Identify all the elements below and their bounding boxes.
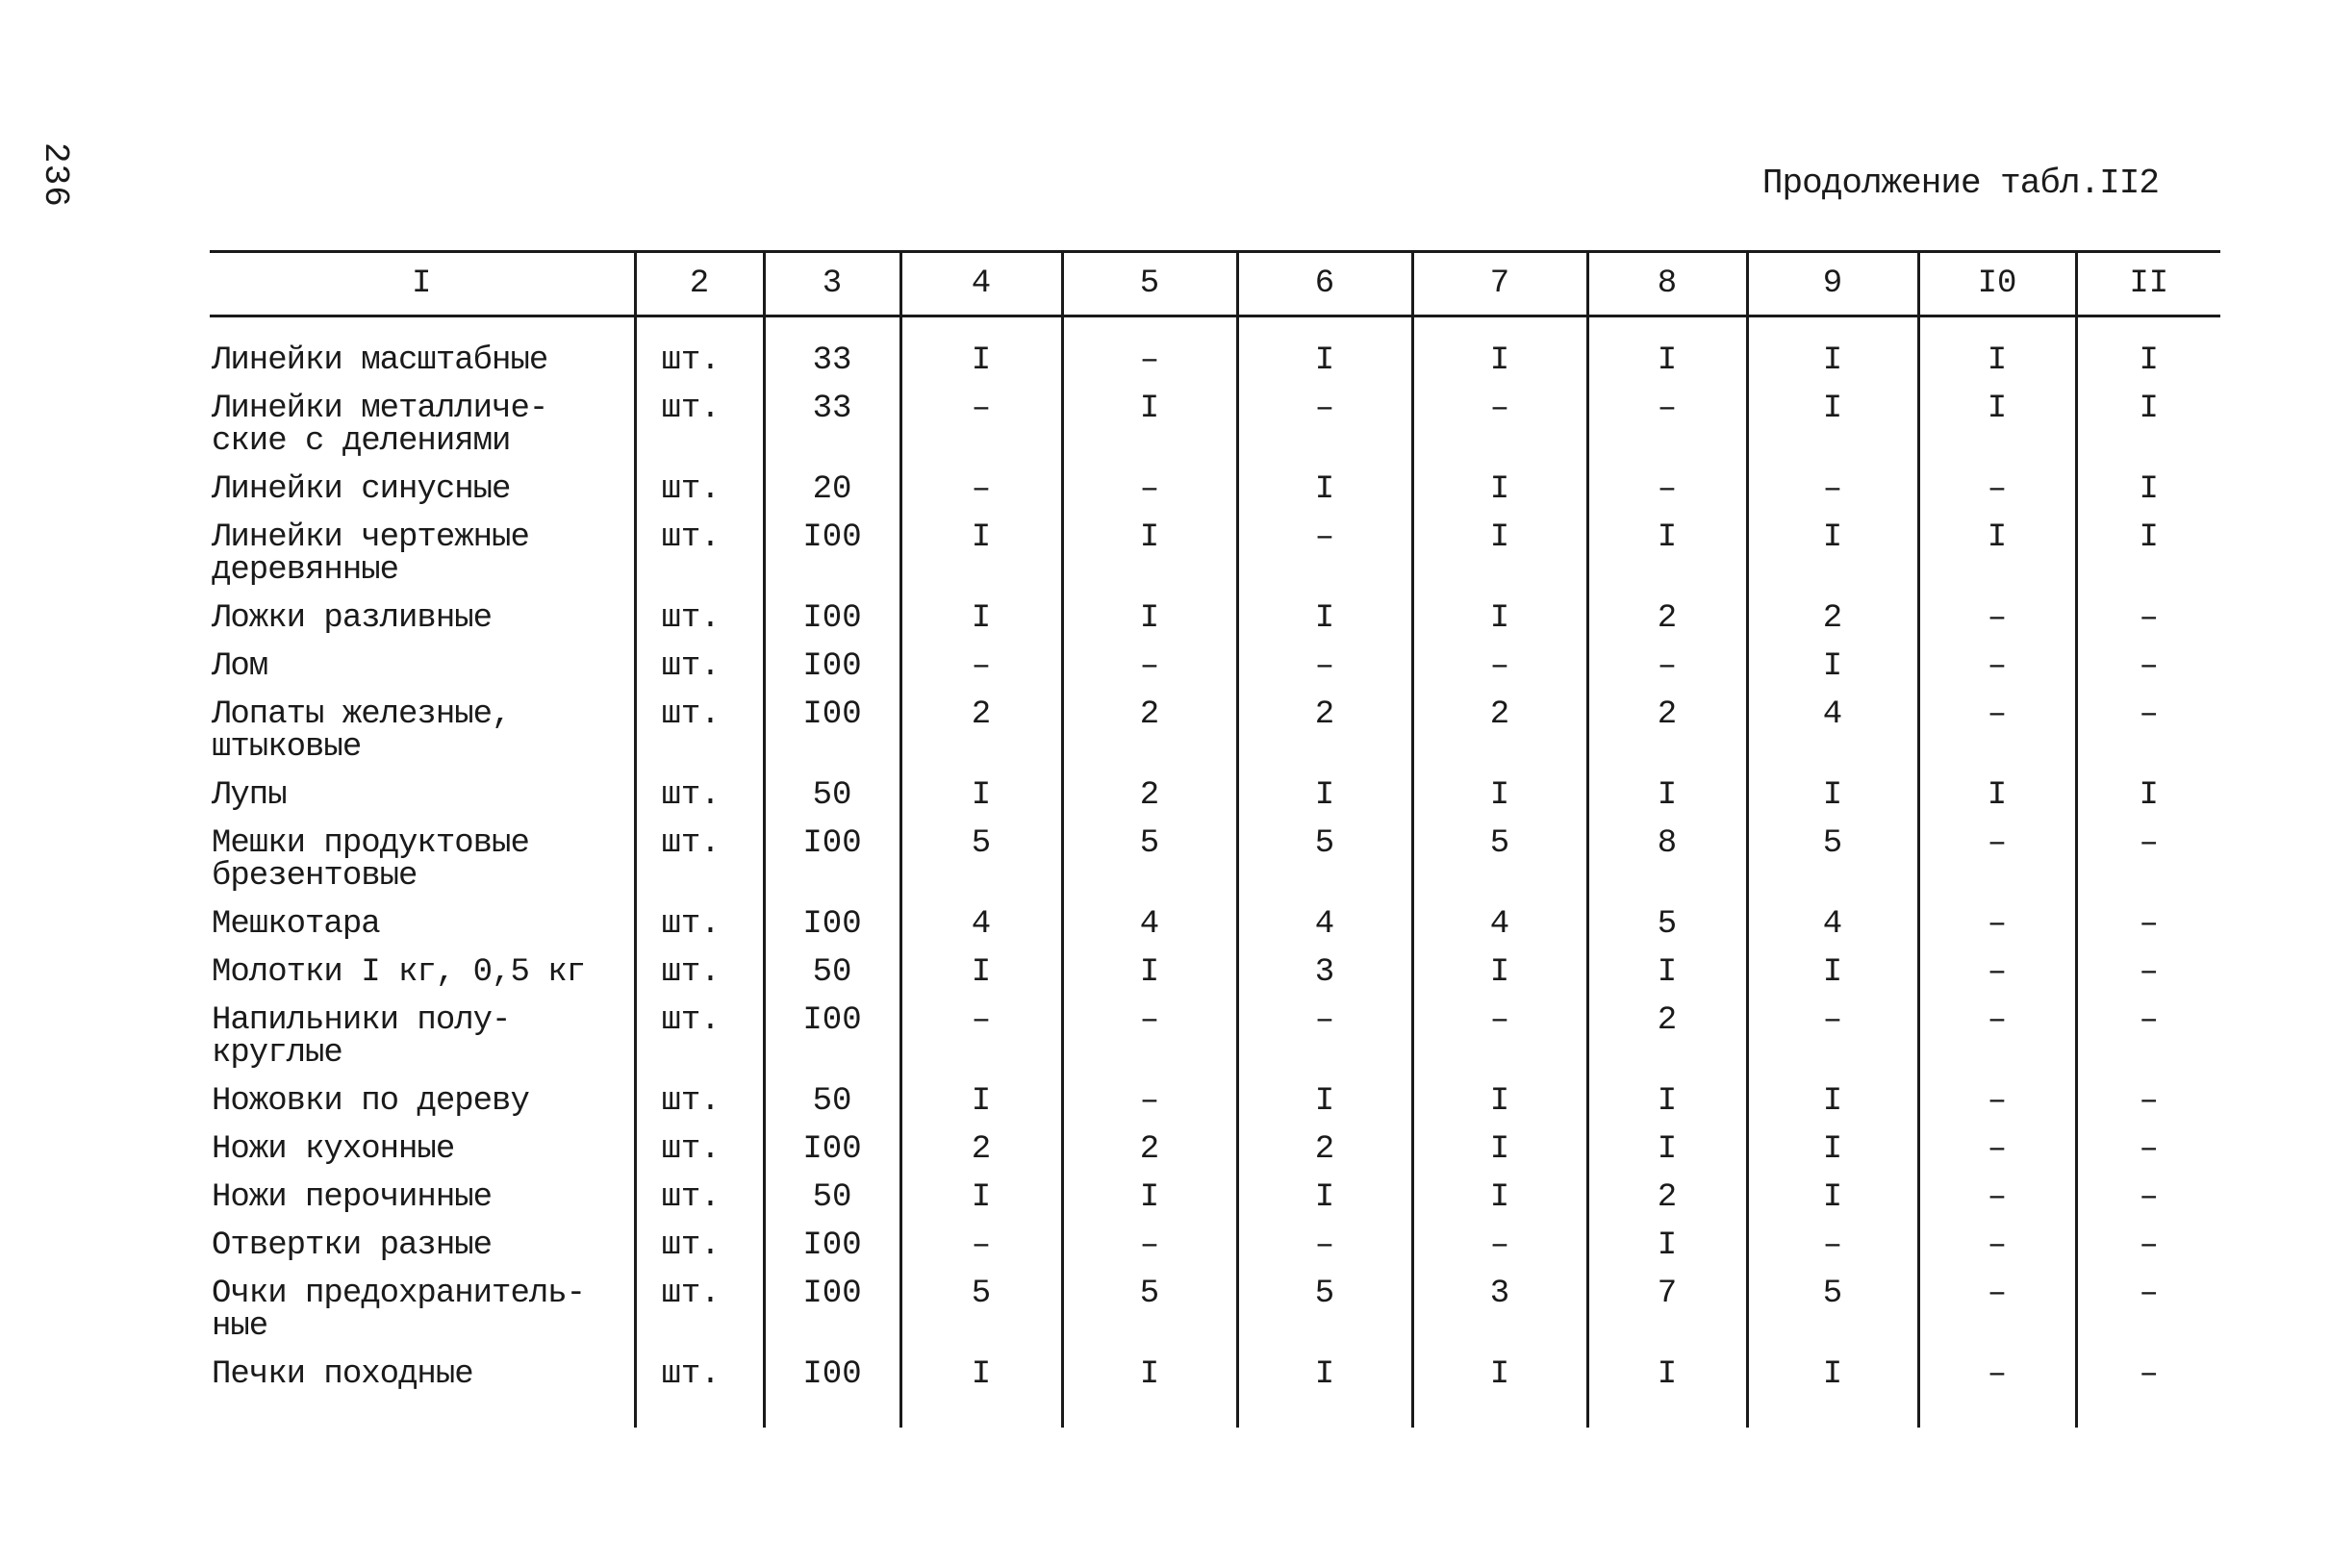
item-name-cell: Очки предохранитель- ные	[212, 1276, 586, 1345]
value-cell: –	[1587, 642, 1747, 690]
value-cell: I	[1747, 316, 1918, 385]
value-cell: 2	[1062, 1125, 1237, 1173]
value-cell: –	[1918, 996, 2076, 1076]
value-cell: I	[900, 594, 1062, 642]
value-cell: –	[2076, 1076, 2220, 1125]
value-cell: –	[1918, 1173, 2076, 1221]
value-cell: –	[900, 465, 1062, 513]
page-number: 236	[36, 142, 75, 208]
value-cell: –	[2076, 642, 2220, 690]
unit-cell: шт.	[635, 1125, 764, 1173]
value-cell: I	[1747, 513, 1918, 594]
value-cell: –	[1062, 1076, 1237, 1125]
table-header-row	[210, 252, 2220, 316]
value-cell: –	[1918, 1350, 2076, 1428]
value-cell: 5	[1747, 819, 1918, 899]
value-cell: I	[1747, 642, 1918, 690]
table-row	[210, 771, 2220, 819]
value-cell: –	[1237, 513, 1412, 594]
value-cell: I	[1747, 1173, 1918, 1221]
item-name-cell: Ножи перочинные	[212, 1179, 493, 1216]
value-cell: –	[1747, 1221, 1918, 1269]
value-cell: 50	[764, 1173, 900, 1221]
value-cell: –	[1918, 465, 2076, 513]
item-name-cell: Ножи кухонные	[212, 1131, 455, 1168]
value-cell: –	[1062, 316, 1237, 385]
value-cell: –	[1918, 690, 2076, 771]
value-cell: –	[1918, 899, 2076, 948]
value-cell: –	[1918, 1269, 2076, 1350]
column-header: 9	[1747, 252, 1918, 316]
value-cell: I	[1747, 1350, 1918, 1428]
value-cell: 5	[1747, 1269, 1918, 1350]
value-cell: –	[1918, 1076, 2076, 1125]
value-cell: I	[2076, 384, 2220, 465]
value-cell: –	[900, 642, 1062, 690]
value-cell: I00	[764, 899, 900, 948]
value-cell: I	[1237, 465, 1412, 513]
value-cell: I	[2076, 316, 2220, 385]
value-cell: I	[1062, 513, 1237, 594]
value-cell: I	[1918, 316, 2076, 385]
table-row	[210, 642, 2220, 690]
value-cell: 2	[900, 1125, 1062, 1173]
value-cell: –	[2076, 1173, 2220, 1221]
value-cell: –	[1412, 384, 1587, 465]
value-cell: –	[900, 384, 1062, 465]
value-cell: I	[1747, 771, 1918, 819]
table-caption: Продолжение табл.II2	[1761, 164, 2159, 203]
value-cell: –	[1237, 642, 1412, 690]
value-cell: I	[1587, 316, 1747, 385]
unit-cell: шт.	[635, 316, 764, 385]
value-cell: I00	[764, 819, 900, 899]
value-cell: 2	[1587, 1173, 1747, 1221]
value-cell: I	[900, 316, 1062, 385]
value-cell: 5	[1237, 1269, 1412, 1350]
value-cell: 8	[1587, 819, 1747, 899]
value-cell: –	[2076, 594, 2220, 642]
unit-cell: шт.	[635, 771, 764, 819]
value-cell: I	[1587, 771, 1747, 819]
value-cell: I	[1412, 771, 1587, 819]
unit-cell: шт.	[635, 465, 764, 513]
unit-cell: шт.	[635, 1269, 764, 1350]
value-cell: I	[1237, 316, 1412, 385]
value-cell: I	[1062, 384, 1237, 465]
value-cell: –	[2076, 1350, 2220, 1428]
value-cell: I00	[764, 1269, 900, 1350]
value-cell: 33	[764, 316, 900, 385]
item-name-cell: Линейки чертежные деревянные	[212, 519, 529, 589]
value-cell: I	[1412, 594, 1587, 642]
table-row	[210, 1125, 2220, 1173]
unit-cell: шт.	[635, 594, 764, 642]
unit-cell: шт.	[635, 1076, 764, 1125]
value-cell: 5	[1412, 819, 1587, 899]
value-cell: 20	[764, 465, 900, 513]
item-name-cell: Молотки I кг, 0,5 кг	[212, 954, 586, 991]
value-cell: –	[1237, 384, 1412, 465]
value-cell: I	[1747, 1076, 1918, 1125]
value-cell: 2	[1237, 1125, 1412, 1173]
item-name-cell: Отвертки разные	[212, 1227, 493, 1264]
value-cell: I	[1918, 513, 2076, 594]
value-cell: 4	[1237, 899, 1412, 948]
item-name-cell: Лом	[212, 648, 268, 685]
value-cell: –	[1412, 996, 1587, 1076]
item-name-cell: Печки походные	[212, 1356, 473, 1393]
unit-cell: шт.	[635, 690, 764, 771]
unit-cell: шт.	[635, 899, 764, 948]
value-cell: –	[1918, 1221, 2076, 1269]
table-row	[210, 819, 2220, 899]
value-cell: I	[1587, 1350, 1747, 1428]
value-cell: –	[1062, 1221, 1237, 1269]
table-row	[210, 465, 2220, 513]
value-cell: –	[1237, 1221, 1412, 1269]
value-cell: I	[1412, 316, 1587, 385]
value-cell: 50	[764, 948, 900, 996]
unit-cell: шт.	[635, 1221, 764, 1269]
value-cell: 33	[764, 384, 900, 465]
value-cell: 5	[900, 1269, 1062, 1350]
value-cell: I	[2076, 465, 2220, 513]
unit-cell: шт.	[635, 996, 764, 1076]
item-name-cell: Мешки продуктовые брезентовые	[212, 825, 529, 895]
value-cell: I	[1237, 1350, 1412, 1428]
column-header: 2	[635, 252, 764, 316]
value-cell: –	[1747, 465, 1918, 513]
value-cell: I	[1412, 513, 1587, 594]
item-name-cell: Ножовки по дереву	[212, 1083, 529, 1120]
value-cell: –	[2076, 819, 2220, 899]
column-header: II	[2076, 252, 2220, 316]
value-cell: 4	[1062, 899, 1237, 948]
equipment-table-container	[210, 250, 2220, 1428]
table-row	[210, 1350, 2220, 1428]
value-cell: I	[1747, 948, 1918, 996]
value-cell: 50	[764, 771, 900, 819]
unit-cell: шт.	[635, 1350, 764, 1428]
value-cell: 7	[1587, 1269, 1747, 1350]
value-cell: 5	[1062, 819, 1237, 899]
value-cell: –	[1587, 465, 1747, 513]
item-name-cell: Напильники полу- круглые	[212, 1002, 511, 1072]
value-cell: I	[1587, 1221, 1747, 1269]
value-cell: –	[1918, 594, 2076, 642]
value-cell: –	[1747, 996, 1918, 1076]
table-row	[210, 1173, 2220, 1221]
value-cell: 4	[1747, 690, 1918, 771]
value-cell: 50	[764, 1076, 900, 1125]
value-cell: I	[1237, 1173, 1412, 1221]
table-row	[210, 948, 2220, 996]
value-cell: –	[2076, 1221, 2220, 1269]
value-cell: I00	[764, 1221, 900, 1269]
value-cell: I	[1237, 594, 1412, 642]
value-cell: –	[900, 1221, 1062, 1269]
value-cell: –	[2076, 948, 2220, 996]
value-cell: I00	[764, 690, 900, 771]
column-header: 4	[900, 252, 1062, 316]
value-cell: –	[1062, 996, 1237, 1076]
value-cell: –	[1918, 1125, 2076, 1173]
table-row	[210, 996, 2220, 1076]
value-cell: –	[1412, 642, 1587, 690]
column-header: 3	[764, 252, 900, 316]
column-header: I	[210, 252, 635, 316]
value-cell: 4	[1747, 899, 1918, 948]
value-cell: I	[1747, 384, 1918, 465]
table-row	[210, 384, 2220, 465]
value-cell: 4	[1412, 899, 1587, 948]
value-cell: I	[1412, 465, 1587, 513]
value-cell: I	[1747, 1125, 1918, 1173]
value-cell: 5	[1237, 819, 1412, 899]
value-cell: 2	[1587, 996, 1747, 1076]
value-cell: –	[2076, 899, 2220, 948]
column-header: 7	[1412, 252, 1587, 316]
value-cell: I00	[764, 996, 900, 1076]
value-cell: I	[1918, 771, 2076, 819]
value-cell: 2	[900, 690, 1062, 771]
value-cell: I	[1587, 1125, 1747, 1173]
value-cell: 2	[1587, 690, 1747, 771]
value-cell: 5	[1587, 899, 1747, 948]
column-header: 6	[1237, 252, 1412, 316]
column-header: 8	[1587, 252, 1747, 316]
value-cell: 2	[1747, 594, 1918, 642]
table-row	[210, 513, 2220, 594]
value-cell: I	[1062, 948, 1237, 996]
unit-cell: шт.	[635, 513, 764, 594]
value-cell: I	[1062, 1173, 1237, 1221]
value-cell: –	[1918, 819, 2076, 899]
value-cell: I00	[764, 513, 900, 594]
value-cell: 4	[900, 899, 1062, 948]
value-cell: –	[1587, 384, 1747, 465]
value-cell: –	[2076, 1125, 2220, 1173]
value-cell: I	[1237, 771, 1412, 819]
value-cell: I	[900, 771, 1062, 819]
value-cell: 5	[1062, 1269, 1237, 1350]
unit-cell: шт.	[635, 819, 764, 899]
value-cell: I	[1918, 384, 2076, 465]
table-row	[210, 1269, 2220, 1350]
value-cell: –	[2076, 1269, 2220, 1350]
value-cell: 2	[1587, 594, 1747, 642]
value-cell: I	[1062, 1350, 1237, 1428]
value-cell: I00	[764, 642, 900, 690]
value-cell: I	[1412, 1125, 1587, 1173]
value-cell: I	[900, 513, 1062, 594]
value-cell: –	[1062, 465, 1237, 513]
table-row	[210, 899, 2220, 948]
value-cell: I	[1587, 948, 1747, 996]
value-cell: I	[900, 1076, 1062, 1125]
value-cell: I00	[764, 594, 900, 642]
item-name-cell: Лопаты железные, штыковые	[212, 696, 511, 766]
table-row	[210, 690, 2220, 771]
value-cell: I00	[764, 1125, 900, 1173]
table-row	[210, 594, 2220, 642]
value-cell: I	[1412, 1076, 1587, 1125]
value-cell: I	[900, 948, 1062, 996]
column-header: I0	[1918, 252, 2076, 316]
value-cell: –	[900, 996, 1062, 1076]
value-cell: I	[1412, 1173, 1587, 1221]
value-cell: 3	[1237, 948, 1412, 996]
table-row	[210, 1221, 2220, 1269]
value-cell: 2	[1412, 690, 1587, 771]
item-name-cell: Ложки разливные	[212, 600, 493, 637]
value-cell: –	[1062, 642, 1237, 690]
value-cell: I	[900, 1350, 1062, 1428]
item-name-cell: Линейки синусные	[212, 471, 511, 508]
unit-cell: шт.	[635, 948, 764, 996]
value-cell: –	[2076, 996, 2220, 1076]
value-cell: 2	[1237, 690, 1412, 771]
value-cell: I	[1412, 1350, 1587, 1428]
equipment-table	[210, 250, 2220, 1428]
value-cell: I	[1412, 948, 1587, 996]
value-cell: I	[1062, 594, 1237, 642]
table-body	[210, 316, 2220, 1429]
value-cell: I	[1587, 1076, 1747, 1125]
value-cell: I	[2076, 771, 2220, 819]
value-cell: 5	[900, 819, 1062, 899]
item-name-cell: Лупы	[212, 777, 287, 814]
item-name-cell: Линейки металличе- ские с делениями	[212, 391, 548, 460]
unit-cell: шт.	[635, 384, 764, 465]
value-cell: I	[1587, 513, 1747, 594]
value-cell: I	[900, 1173, 1062, 1221]
column-header: 5	[1062, 252, 1237, 316]
value-cell: –	[1237, 996, 1412, 1076]
table-row	[210, 1076, 2220, 1125]
value-cell: 2	[1062, 690, 1237, 771]
value-cell: –	[1412, 1221, 1587, 1269]
value-cell: 3	[1412, 1269, 1587, 1350]
value-cell: –	[1918, 948, 2076, 996]
table-row	[210, 316, 2220, 385]
value-cell: I	[2076, 513, 2220, 594]
value-cell: 2	[1062, 771, 1237, 819]
value-cell: –	[1918, 642, 2076, 690]
value-cell: –	[2076, 690, 2220, 771]
unit-cell: шт.	[635, 642, 764, 690]
item-name-cell: Линейки масштабные	[212, 342, 548, 379]
value-cell: I00	[764, 1350, 900, 1428]
unit-cell: шт.	[635, 1173, 764, 1221]
value-cell: I	[1237, 1076, 1412, 1125]
item-name-cell: Мешкотара	[212, 906, 380, 943]
